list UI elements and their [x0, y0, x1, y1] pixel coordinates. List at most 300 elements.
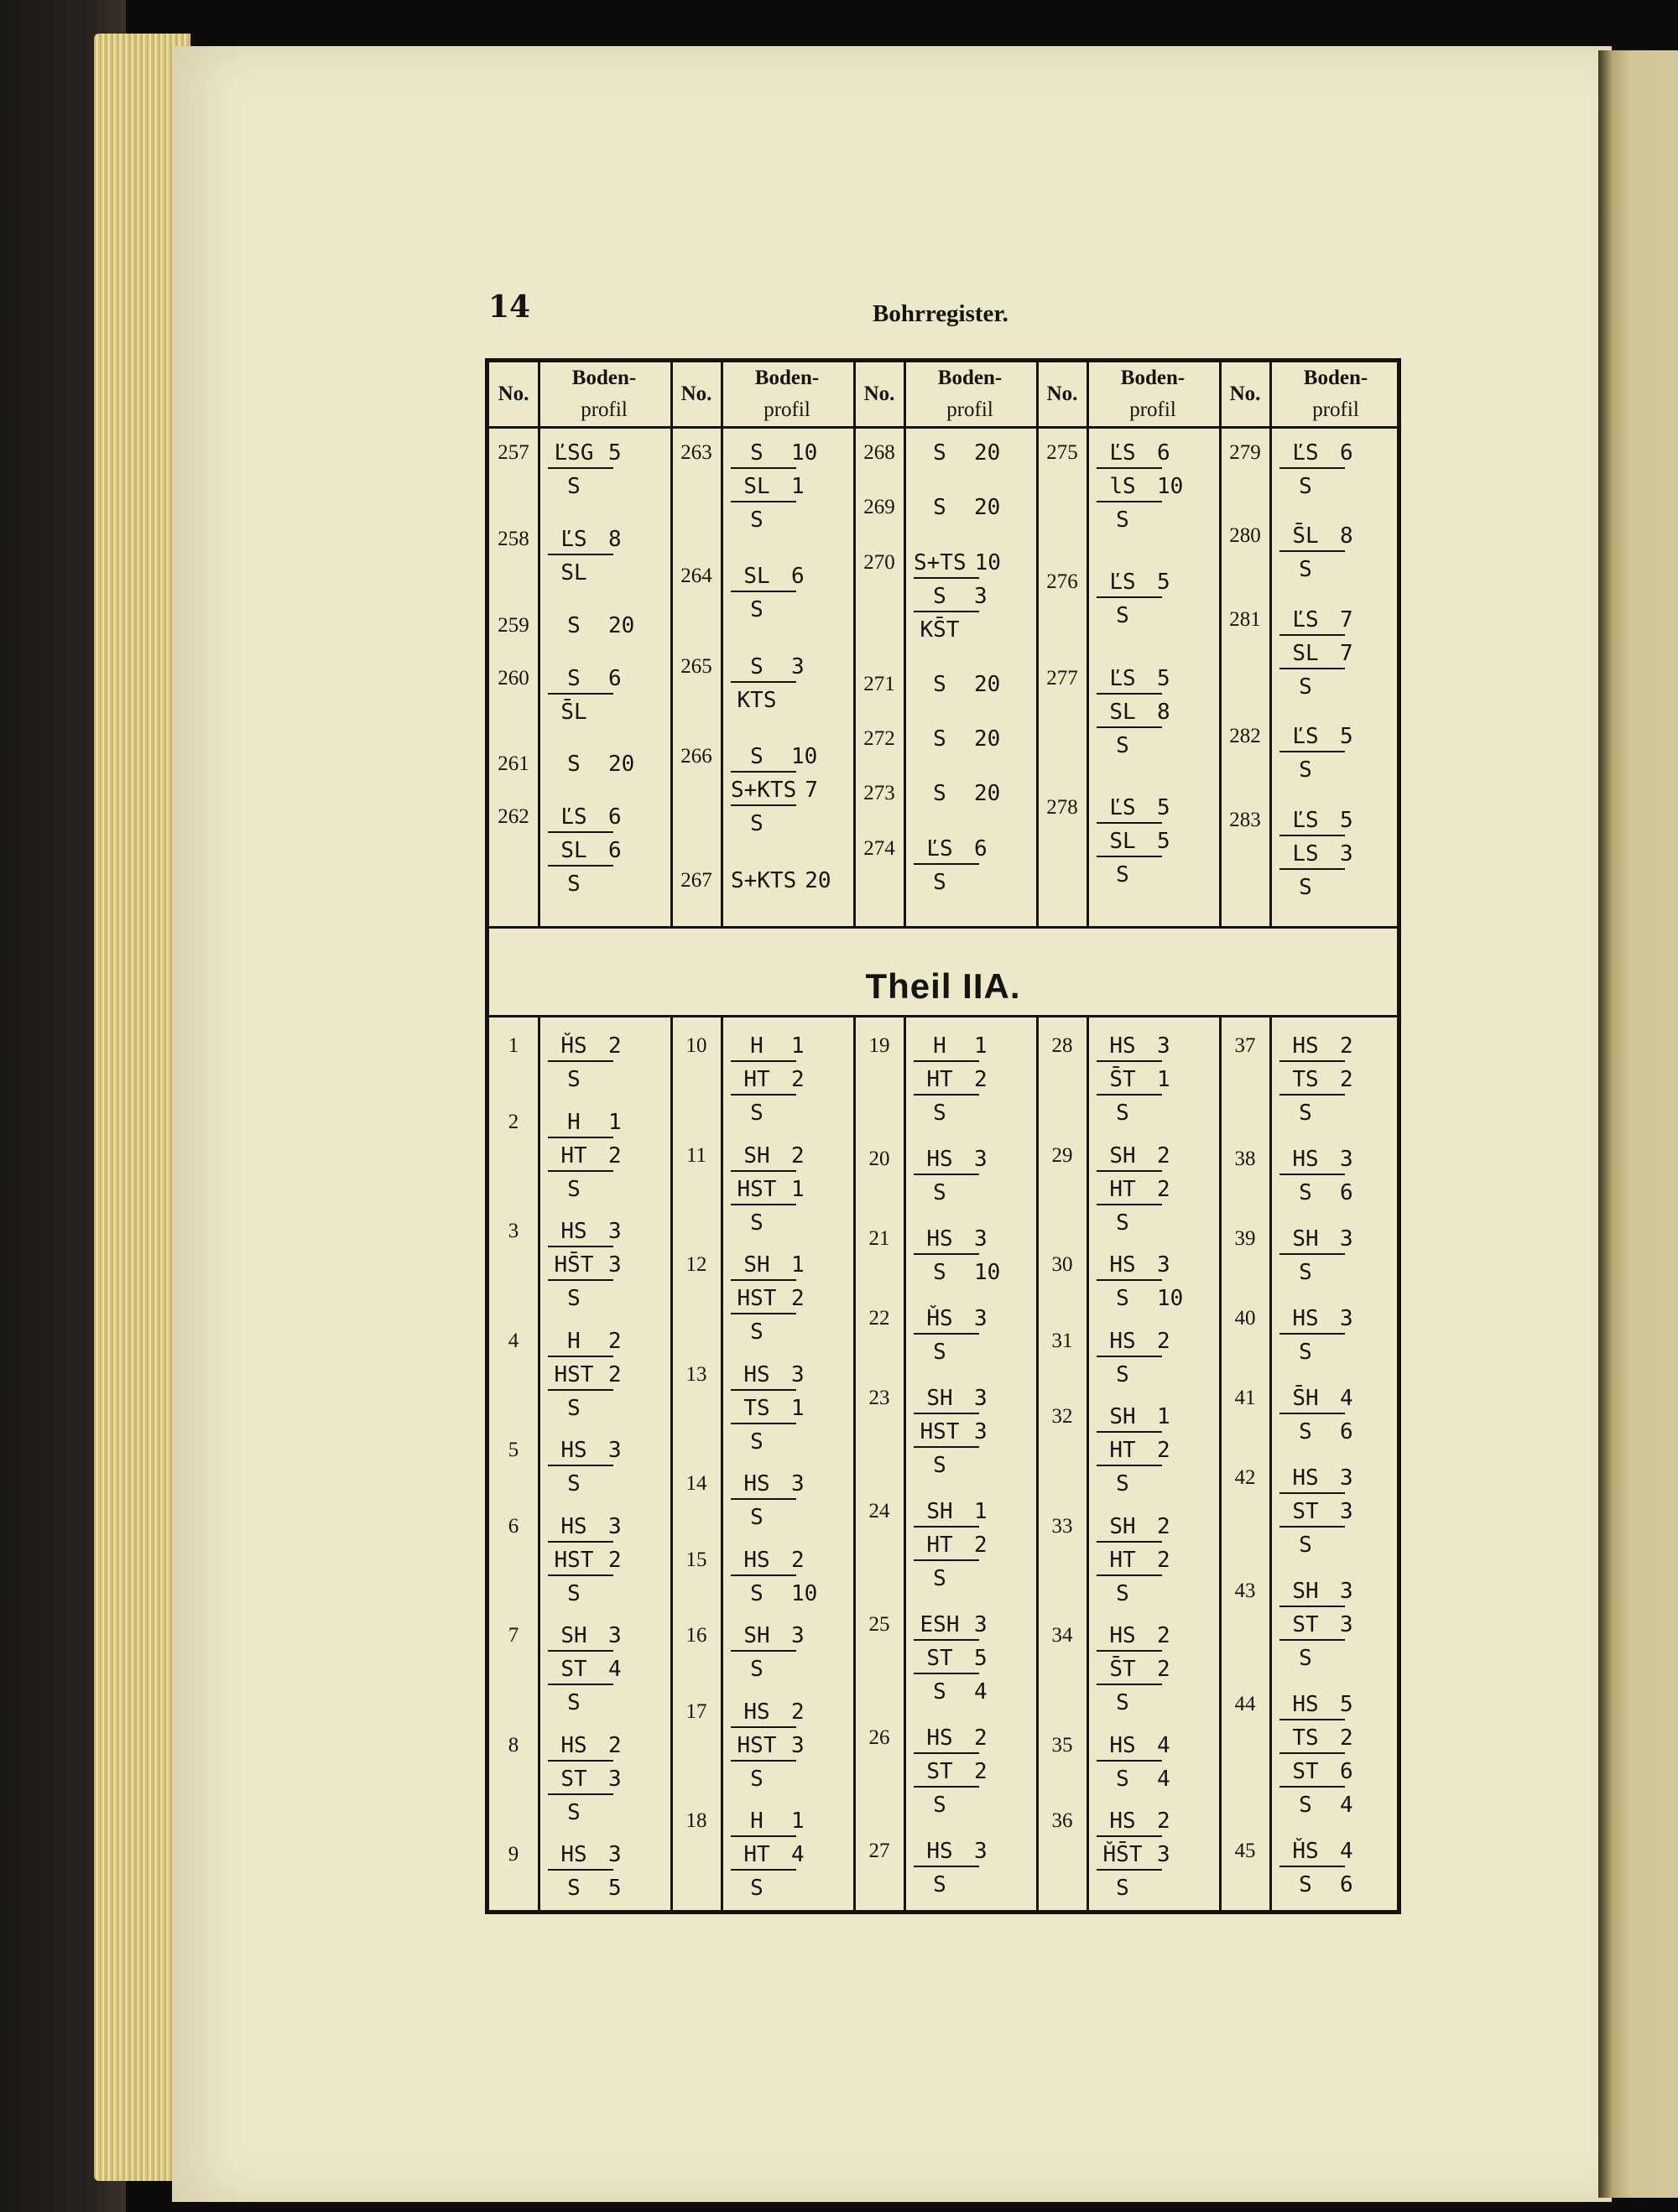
layer-code: S: [1116, 1690, 1129, 1716]
profil-layer: [731, 773, 818, 807]
layer-depth: 2: [608, 1033, 622, 1059]
layer-code: SH: [1109, 1513, 1136, 1539]
header-line-2: profil: [1129, 398, 1176, 421]
bohr-number: 272: [863, 727, 895, 751]
profil-layer: [1097, 858, 1170, 892]
layer-code: S: [933, 781, 946, 807]
fraction-bar: [914, 1752, 979, 1754]
bohr-number: 34: [1051, 1624, 1073, 1647]
fraction-bar: [731, 1760, 796, 1762]
layer-code: H: [750, 1809, 763, 1835]
bodenprofil-cell: [548, 1729, 622, 1829]
layer-depth: 2: [791, 1067, 805, 1092]
profil-layer: [548, 1063, 622, 1096]
profil-layer: [1097, 1282, 1183, 1315]
bohr-number: 32: [1051, 1405, 1073, 1429]
bodenprofil-cell: [1097, 1510, 1170, 1611]
column-rule: [904, 1015, 906, 1910]
layer-depth: 20: [974, 440, 1001, 466]
header-no: No.: [1046, 383, 1078, 405]
profil-layer: [914, 546, 1001, 580]
bohr-number: 3: [508, 1220, 519, 1243]
profil-layer: [1097, 1096, 1170, 1130]
fraction-bar: [1097, 1541, 1162, 1543]
fraction-bar: [1097, 1465, 1162, 1466]
fraction-bar: [731, 681, 796, 683]
layer-code: S: [750, 744, 763, 770]
layer-depth: 2: [608, 1328, 622, 1354]
layer-depth: 4: [608, 1657, 622, 1683]
header-rule: [489, 426, 1397, 429]
bodenprofil-cell: [548, 800, 622, 901]
profil-layer: [1097, 1206, 1170, 1240]
bodenprofil-cell: [731, 436, 817, 537]
bohr-number: 4: [508, 1329, 519, 1352]
fraction-bar: [548, 554, 613, 555]
profil-layer: [731, 436, 817, 470]
profil-layer: [1279, 753, 1353, 787]
profil-layer: [731, 470, 817, 503]
fraction-bar: [1279, 1492, 1345, 1494]
layer-depth: 4: [1340, 1839, 1353, 1864]
profil-layer: [914, 491, 1000, 524]
layer-depth: 3: [791, 1623, 805, 1649]
layer-depth: 4: [1157, 1766, 1170, 1792]
bohr-number: 258: [498, 527, 529, 550]
layer-depth: 3: [974, 583, 988, 609]
fraction-bar: [914, 1559, 979, 1561]
layer-depth: 10: [1157, 1286, 1184, 1312]
bohr-number: 264: [680, 565, 712, 588]
bodenprofil-cell: [914, 1142, 988, 1210]
layer-depth: 3: [974, 1306, 988, 1331]
column-rule: [1087, 1015, 1089, 1910]
header-line-1: Boden-: [1120, 367, 1186, 389]
layer-depth: 5: [1340, 1692, 1353, 1717]
layer-code: ST: [560, 1657, 587, 1683]
layer-code: S: [933, 495, 946, 521]
profil-layer: [548, 1838, 622, 1871]
fraction-bar: [914, 1094, 979, 1096]
profil-layer: [914, 1675, 988, 1709]
layer-depth: 20: [974, 726, 1001, 752]
layer-depth: 10: [791, 440, 818, 466]
fraction-bar: [1097, 1431, 1162, 1433]
layer-depth: 2: [1340, 1067, 1353, 1092]
profil-layer: [731, 560, 805, 593]
fraction-bar: [548, 1650, 613, 1652]
header-no: No.: [1229, 383, 1261, 405]
bodenprofil-cell: [1279, 603, 1353, 704]
fraction-bar: [1279, 835, 1345, 836]
layer-depth: 2: [974, 1533, 988, 1558]
header-line-1: Boden-: [937, 367, 1003, 389]
layer-code: LS: [1292, 841, 1319, 867]
fraction-bar: [1097, 1835, 1162, 1837]
layer-depth: 10: [974, 549, 1001, 575]
profil-layer: [1279, 1495, 1353, 1528]
profil-layer: [1279, 1574, 1353, 1608]
column-rule: [904, 362, 906, 926]
bohr-number: 283: [1229, 808, 1261, 831]
layer-depth: 4: [791, 1842, 805, 1868]
fraction-bar: [1279, 1719, 1345, 1720]
bohr-number: 257: [498, 441, 529, 464]
fraction-bar: [914, 1639, 979, 1641]
column-rule: [538, 362, 540, 926]
bodenprofil-cell: [914, 546, 1001, 647]
layer-depth: 3: [974, 1386, 988, 1411]
profil-layer: [548, 1358, 622, 1392]
layer-depth: 3: [1340, 1147, 1353, 1172]
bohr-number: 36: [1051, 1809, 1073, 1833]
layer-code: SL: [560, 560, 587, 586]
bohr-number: 1: [508, 1034, 519, 1057]
fraction-bar: [914, 1866, 979, 1867]
layer-code: HS: [560, 1438, 587, 1464]
layer-code: ST: [1292, 1499, 1319, 1524]
profil-layer: [548, 1510, 622, 1543]
profil-layer: [548, 662, 622, 695]
bodenprofil-cell: [731, 560, 805, 627]
bodenprofil-cell: [1097, 1029, 1170, 1130]
layer-code: S: [933, 671, 946, 697]
fraction-bar: [731, 1498, 796, 1500]
bodenprofil-cell: [914, 1382, 988, 1482]
bohr-number: 278: [1046, 795, 1078, 819]
bohr-number: 5: [508, 1439, 519, 1462]
fraction-bar: [914, 577, 979, 579]
profil-layer: [1097, 1029, 1170, 1063]
fraction-bar: [1279, 1060, 1345, 1062]
bodenprofil-cell: [1279, 720, 1353, 787]
layer-depth: 5: [1340, 724, 1353, 750]
layer-depth: 3: [791, 1732, 805, 1758]
layer-depth: 7: [805, 778, 818, 804]
profil-layer: [1097, 1248, 1183, 1282]
profil-layer: [1279, 1096, 1353, 1130]
profil-layer: [731, 1619, 805, 1652]
bohr-number: 41: [1234, 1387, 1256, 1409]
profil-layer: [914, 436, 1000, 470]
layer-code: S: [1299, 1180, 1312, 1205]
layer-code: S: [567, 612, 581, 638]
profil-layer: [914, 1096, 988, 1130]
fraction-bar: [548, 1869, 613, 1871]
bohr-number: 24: [868, 1500, 890, 1522]
layer-code: S: [567, 1286, 581, 1312]
bodenprofil-cell: [1097, 1619, 1170, 1720]
bodenprofil-cell: [548, 1029, 622, 1096]
layer-depth: 6: [1340, 1759, 1353, 1784]
bodenprofil-cell: [1097, 1139, 1170, 1240]
layer-code: SL: [1109, 699, 1136, 725]
layer-code: HS: [926, 1725, 953, 1751]
profil-layer: [548, 1729, 622, 1762]
fraction-bar: [1097, 726, 1162, 728]
profil-layer: [914, 1562, 988, 1595]
layer-code: S: [1116, 507, 1129, 533]
bohr-number: 19: [868, 1034, 890, 1057]
profil-layer: [1279, 1868, 1353, 1902]
layer-depth: 3: [791, 1361, 805, 1387]
profil-layer: [731, 1804, 805, 1838]
bodenprofil-cell: [548, 747, 634, 781]
bodenprofil-cell: [548, 436, 622, 503]
profil-layer: [1279, 603, 1353, 637]
profil-layer: [1279, 837, 1353, 871]
bodenprofil-cell: [1279, 1142, 1353, 1210]
layer-code: SH: [560, 1623, 587, 1649]
layer-code: S: [1116, 732, 1129, 758]
profil-layer: [1279, 1382, 1353, 1415]
bodenprofil-cell: [1279, 1835, 1353, 1902]
fraction-bar: [1097, 467, 1162, 469]
profil-layer: [548, 1796, 622, 1829]
profil-layer: [1279, 1256, 1353, 1289]
layer-code: HST: [920, 1419, 960, 1444]
layer-code: HS: [560, 1732, 587, 1758]
profil-layer: [731, 1543, 817, 1577]
layer-code: SH: [1292, 1579, 1319, 1604]
bohr-number: 274: [863, 836, 895, 860]
layer-depth: 1: [1157, 1067, 1170, 1092]
fraction-bar: [914, 1060, 979, 1062]
header-bodenprofil: [904, 362, 1036, 426]
bodenprofil-cell: [1279, 1222, 1353, 1289]
bodenprofil-cell: [914, 722, 1000, 756]
profil-layer: [914, 1528, 988, 1562]
profil-layer: [1097, 791, 1170, 825]
profil-layer: [1279, 1788, 1353, 1822]
layer-code: S: [1299, 757, 1312, 783]
layer-code: S: [567, 474, 581, 499]
bodenprofil-cell: [548, 1325, 622, 1425]
fraction-bar: [1279, 467, 1345, 469]
profil-layer: [731, 807, 818, 841]
bohr-number: 273: [863, 782, 895, 805]
layer-depth: 3: [974, 1419, 988, 1444]
fraction-bar: [914, 1174, 979, 1175]
profil-layer: [1097, 1434, 1170, 1467]
layer-code: KTS: [737, 687, 777, 713]
bohr-number: 277: [1046, 666, 1078, 690]
layer-depth: 2: [608, 1547, 622, 1573]
layer-code: SH: [1109, 1142, 1136, 1168]
profil-layer: [1279, 1721, 1353, 1755]
fraction-bar: [731, 1423, 796, 1424]
fraction-bar: [914, 611, 979, 612]
layer-depth: 5: [608, 1876, 622, 1902]
layer-depth: 3: [1340, 1226, 1353, 1252]
bodenprofil-cell: [731, 1543, 817, 1611]
profil-layer: [914, 1142, 988, 1176]
layer-code: S: [1116, 1876, 1129, 1902]
header-bodenprofil: [721, 362, 853, 426]
layer-code: S: [1299, 1260, 1312, 1285]
layer-depth: 2: [1157, 1547, 1170, 1573]
bodenprofil-cell: [1097, 662, 1170, 762]
layer-code: ĽS: [1109, 665, 1136, 691]
layer-code: SL: [560, 838, 587, 864]
profil-layer: [731, 1729, 805, 1762]
bodenprofil-cell: [548, 523, 622, 590]
bodenprofil-cell: [1097, 1729, 1170, 1796]
layer-code: S: [1299, 1793, 1312, 1818]
profil-layer: [1097, 729, 1170, 762]
fraction-bar: [1097, 1356, 1162, 1357]
bohr-number: 40: [1234, 1307, 1256, 1330]
fraction-bar: [1279, 1253, 1345, 1255]
bohr-number: 42: [1234, 1466, 1256, 1489]
layer-code: HS: [743, 1547, 770, 1573]
profil-layer: [731, 1577, 817, 1611]
layer-depth: 1: [974, 1499, 988, 1524]
fraction-bar: [1279, 1333, 1345, 1335]
layer-code: ĽS: [1292, 724, 1319, 750]
layer-depth: 4: [1157, 1732, 1170, 1758]
bohr-number: 13: [685, 1362, 707, 1386]
bodenprofil-cell: [731, 1804, 805, 1905]
layer-code: SH: [1292, 1226, 1319, 1252]
layer-depth: 6: [608, 804, 622, 830]
layer-depth: 2: [608, 1361, 622, 1387]
bohr-number: 20: [868, 1148, 890, 1170]
profil-layer: [914, 580, 1001, 613]
bohr-number: 261: [498, 752, 529, 776]
header-line-1: Boden-: [571, 367, 637, 389]
bodenprofil-cell: [1097, 1325, 1170, 1392]
layer-code: HT: [926, 1533, 953, 1558]
layer-code: ĽS: [1109, 440, 1136, 466]
layer-code: S: [750, 811, 763, 837]
bohr-number: 31: [1051, 1329, 1073, 1352]
layer-depth: 3: [608, 1842, 622, 1868]
profil-layer: [548, 695, 622, 729]
fraction-bar: [548, 693, 613, 695]
layer-depth: 7: [1340, 640, 1353, 666]
bohr-number: 9: [508, 1843, 519, 1866]
layer-depth: 3: [1340, 1465, 1353, 1491]
layer-code: SL: [743, 564, 770, 590]
fraction-bar: [914, 1413, 979, 1414]
fraction-bar: [731, 1204, 796, 1205]
bodenprofil-cell: [548, 1510, 622, 1611]
layer-depth: 1: [791, 1395, 805, 1421]
header-line-2: profil: [763, 398, 810, 421]
layer-code: S̄T: [1109, 1067, 1136, 1092]
profil-layer: [914, 1788, 988, 1822]
layer-code: lS: [1109, 474, 1136, 499]
profil-layer: [1097, 1577, 1170, 1611]
fraction-bar: [548, 1170, 613, 1172]
layer-code: S: [933, 1340, 946, 1365]
fraction-bar: [1097, 1060, 1162, 1062]
bohrregister-table: [485, 358, 1401, 1914]
fraction-bar: [548, 1137, 613, 1138]
layer-code: HS: [560, 1513, 587, 1539]
bodenprofil-cell: [1097, 1400, 1170, 1501]
layer-depth: 3: [974, 1839, 988, 1864]
layer-code: S: [1116, 1101, 1129, 1126]
layer-code: HST: [737, 1286, 777, 1312]
profil-layer: [548, 1392, 622, 1425]
bodenprofil-cell: [1279, 1461, 1353, 1562]
fraction-bar: [731, 501, 796, 502]
layer-depth: 4: [974, 1679, 988, 1705]
layer-code: HS: [1109, 1252, 1136, 1278]
layer-code: HS: [926, 1226, 953, 1252]
layer-code: SL: [743, 474, 770, 499]
fraction-bar: [731, 467, 796, 469]
layer-depth: 3: [791, 1471, 805, 1497]
profil-layer: [1097, 1510, 1170, 1543]
bohr-number: 21: [868, 1227, 890, 1250]
fraction-bar: [1097, 1094, 1162, 1096]
fraction-bar: [1097, 501, 1162, 502]
layer-depth: 3: [1340, 1579, 1353, 1604]
layer-code: SH: [743, 1623, 770, 1649]
profil-layer: [914, 1449, 988, 1482]
layer-depth: 3: [608, 1513, 622, 1539]
profil-layer: [914, 1415, 988, 1449]
fraction-bar: [1097, 856, 1162, 857]
layer-code: ȞS: [560, 1033, 587, 1059]
fraction-bar: [1097, 1650, 1162, 1652]
bodenprofil-cell: [914, 1495, 988, 1595]
layer-depth: 2: [791, 1286, 805, 1312]
fraction-bar: [1279, 1786, 1345, 1788]
layer-depth: 2: [1157, 1142, 1170, 1168]
bohr-number: 15: [685, 1548, 707, 1571]
profil-layer: [1279, 1335, 1353, 1369]
bohr-number: 27: [868, 1840, 890, 1862]
profil-layer: [914, 1256, 1000, 1289]
layer-depth: 20: [805, 867, 831, 893]
layer-depth: 2: [1157, 1623, 1170, 1649]
bodenprofil-cell: [914, 1835, 988, 1902]
bodenprofil-cell: [548, 662, 622, 729]
layer-depth: 2: [1157, 1176, 1170, 1202]
bohr-number: 268: [863, 441, 895, 464]
bodenprofil-cell: [731, 740, 818, 841]
profil-layer: [548, 1619, 622, 1652]
layer-depth: 5: [1157, 665, 1170, 691]
profil-layer: [1279, 1222, 1353, 1256]
fraction-bar: [1279, 1094, 1345, 1096]
layer-depth: 5: [1157, 794, 1170, 820]
bodenprofil-cell: [731, 1358, 805, 1459]
bohr-number: 2: [508, 1110, 519, 1133]
layer-code: ȞS: [926, 1306, 953, 1331]
header-line-2: profil: [946, 398, 993, 421]
bodenprofil-cell: [914, 1608, 988, 1709]
profil-layer: [1279, 1528, 1353, 1562]
header-no: No.: [863, 383, 895, 405]
layer-code: HST: [554, 1361, 594, 1387]
profil-layer: [1279, 436, 1353, 470]
bohr-number: 45: [1234, 1840, 1256, 1862]
layer-code: SH: [926, 1386, 953, 1411]
bodenprofil-cell: [1279, 804, 1353, 904]
bohr-number: 44: [1234, 1693, 1256, 1715]
layer-depth: 2: [608, 1732, 622, 1758]
bodenprofil-cell: [1097, 791, 1170, 892]
layer-code: S: [567, 1176, 581, 1202]
layer-code: S: [567, 1471, 581, 1497]
profil-layer: [1097, 1729, 1170, 1762]
fraction-bar: [548, 1684, 613, 1685]
